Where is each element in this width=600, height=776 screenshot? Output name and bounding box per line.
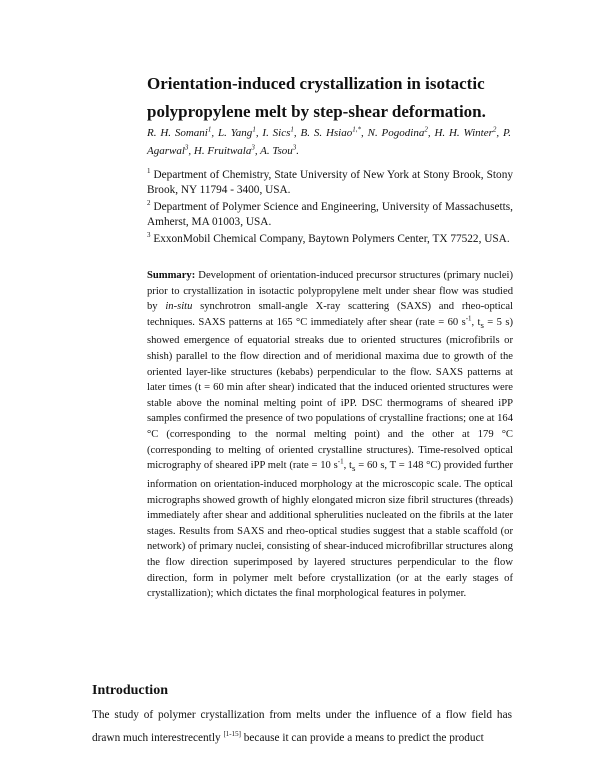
author-separator: , — [361, 127, 364, 139]
author-name: P. Agarwal — [147, 127, 512, 157]
author-name: A. Tsou — [260, 145, 293, 157]
author — [262, 127, 296, 139]
unit-superscript: -1 — [465, 314, 472, 323]
author-affiliation: 3 — [251, 143, 255, 152]
author-affiliation: 1 — [252, 125, 256, 134]
introduction-heading: Introduction — [92, 683, 168, 698]
affiliation-text: ExxonMobil Chemical Company, Baytown Polymers Center, TX 77522, USA. — [153, 233, 510, 245]
author-separator: , — [254, 145, 258, 157]
author-affiliation: 3 — [292, 143, 297, 152]
summary-italic-term: in-situ — [165, 301, 193, 313]
intro-text-1: The study of polymer crystallization from melts under the influence of a flow field has drawn much interestrecently — [92, 709, 512, 744]
affiliation-text: Department of Chemistry, State University of New York at Stony Brook, Stony Brook, NY 11794 - 3400, USA. — [147, 169, 513, 196]
affiliation-number: 1 — [147, 167, 151, 176]
author-name: L. Yang — [217, 127, 253, 139]
summary-text-1: Development of orientation-induced precursor structures (primary nuclei) prior to crystallization in isotactic polypropylene melt under shear flow was studied by — [147, 270, 513, 313]
unit-subscript: s — [351, 463, 356, 474]
author-affiliation: 1,* — [352, 125, 361, 134]
author-affiliation: 3 — [184, 143, 189, 152]
author-affiliation: 1 — [290, 125, 294, 134]
affiliation-number: 3 — [147, 231, 151, 240]
author-name: N. Pogodina — [367, 127, 425, 139]
title-line-1: Orientation-induced crystallization in isotactic — [147, 74, 485, 93]
author-separator: , — [211, 127, 215, 139]
author — [218, 127, 259, 139]
affiliation-1 — [147, 168, 513, 198]
author-name: B. S. Hsiao — [300, 127, 353, 139]
author-separator: . — [296, 145, 300, 157]
author — [147, 127, 214, 139]
author — [434, 127, 499, 139]
citation-reference: [1-15] — [223, 730, 241, 739]
author-separator: , — [496, 127, 500, 139]
affiliation-2 — [147, 200, 513, 230]
author — [368, 127, 431, 139]
author-affiliation: 2 — [492, 125, 497, 134]
intro-text-2: because it can provide a means to predict the product — [240, 732, 484, 744]
summary-label: Summary: — [147, 270, 196, 281]
author — [194, 145, 258, 157]
author-name: H. H. Winter — [434, 127, 493, 139]
affiliation-list — [147, 168, 513, 249]
summary-text-4: = 5 s) showed emergence of equatorial streaks due to oriented structures (microfibrils or shish) parallel to the flow direction and of meridional maxima due to growth of the oriented layer-like structures (kebabs) perpendicular to the flow. SAXS patterns at later times (t = 60 min after shear) indicated that the induced oriented structures were stable above the nominal melting point of iPP. DSC thermograms of sheared iPP samples confirmed the presence of two populations of crystalline fractions; one at 164 °C (corresponding to the normal melting point) and the other at 179 °C (corresponding to melting of oriented crystalline structures). Time-resolved optical micrography of sheared iPP melt (rate = 10 s — [147, 316, 513, 472]
author-separator: , — [293, 127, 297, 139]
author-name: I. Sics — [262, 127, 291, 139]
summary-text-6: = 60 s, T = 148 °C) provided further information on orientation-induced morphology at the microscopic scale. The optical micrographs showed growth of highly elongated micron size fibril structures (threads) immediately after shear and additional spherulities nucleated on the fibrils at the later stages. Results from SAXS and rheo-optical studies suggest that a stable scaffold (or network) of primary nuclei, consisting of shear-induced microfibrillar structures along the flow direction superimposed by layered structures perpendicular to the flow direction, form in polymer melt before crystallization (or at the early stages of crystallization); which dictates the final morphological features in polymer. — [147, 460, 513, 600]
introduction-paragraph — [92, 704, 512, 750]
title-line-2: polypropylene melt by step-shear deformation. — [147, 102, 486, 121]
affiliation-number: 2 — [147, 199, 151, 208]
abstract-summary — [147, 268, 513, 602]
unit-subscript: s — [480, 319, 484, 330]
unit-superscript: -1 — [337, 457, 344, 466]
author — [260, 145, 299, 157]
summary-text-2: synchrotron small-angle X-ray scattering (SAXS) and rheo-optical techniques. SAXS patterns at 165 °C immediately after shear (rate = 60 s — [147, 301, 514, 328]
author-separator: , — [188, 145, 192, 157]
author-name: H. Fruitwala — [193, 145, 252, 157]
author-affiliation: 2 — [424, 125, 428, 134]
affiliation-3 — [147, 232, 513, 247]
summary-text-3: , t — [471, 316, 481, 328]
author-affiliation: 1 — [207, 125, 212, 134]
paper-title — [147, 70, 527, 126]
author-list — [147, 124, 511, 160]
author-separator: , — [427, 127, 431, 139]
author — [301, 127, 364, 139]
summary-text-5: , t — [343, 460, 352, 472]
affiliation-text: Department of Polymer Science and Engineering, University of Massachusetts, Amherst, MA 01003, USA. — [147, 201, 513, 228]
author-name: R. H. Somani — [147, 127, 208, 139]
author-separator: , — [255, 127, 259, 139]
